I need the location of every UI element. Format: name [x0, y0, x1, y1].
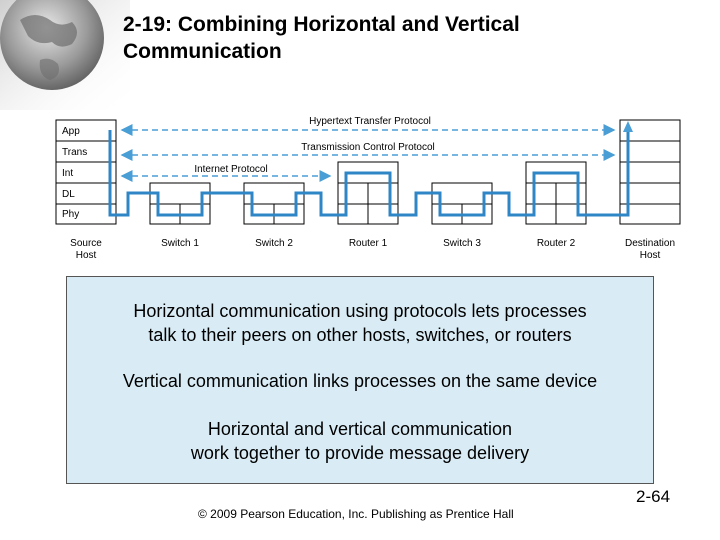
copyright-footer: © 2009 Pearson Education, Inc. Publishing as Prentice Hall: [198, 507, 514, 521]
layer-label-int: Int: [62, 168, 74, 179]
horizontal-paragraph: [67, 299, 653, 347]
ip-label: Internet Protocol: [194, 164, 268, 175]
destination-host-label-1: Destination: [624, 238, 676, 249]
switch-1-label: Switch 1: [161, 238, 199, 249]
router-2-label: Router 2: [536, 238, 576, 249]
source-host-stack: [56, 120, 116, 224]
title-line-1: 2-19: Combining Horizontal and Vertical: [123, 13, 520, 36]
title-line-2: Communication: [123, 40, 282, 63]
para1-line-2: talk to their peers on other hosts, switches, or routers: [148, 325, 572, 345]
destination-host-label-2: Host: [639, 250, 661, 261]
source-host-label-2: Host: [75, 250, 97, 261]
layer-label-dl: DL: [62, 189, 75, 200]
layer-label-trans: Trans: [62, 147, 88, 158]
http-label: Hypertext Transfer Protocol: [309, 116, 431, 127]
para1-line-1: Horizontal communication using protocols lets processes: [133, 301, 587, 321]
source-host-label-1: Source: [70, 238, 102, 249]
para3-line-1: Horizontal and vertical communication: [207, 419, 513, 439]
layer-label-app: App: [62, 126, 80, 137]
switch-2-label: Switch 2: [255, 238, 293, 249]
switch-3-label: Switch 3: [443, 238, 481, 249]
para3-line-2: work together to provide message delivery: [190, 443, 530, 463]
tcp-label: Transmission Control Protocol: [301, 142, 435, 153]
layer-label-phy: Phy: [62, 209, 80, 220]
combined-paragraph: [67, 417, 653, 465]
page-number: 2-64: [636, 487, 671, 506]
explanation-box: [66, 276, 654, 484]
para2-line: Vertical communication links processes on the same device: [122, 371, 598, 391]
vertical-paragraph: [67, 369, 653, 393]
router-1-label: Router 1: [348, 238, 388, 249]
